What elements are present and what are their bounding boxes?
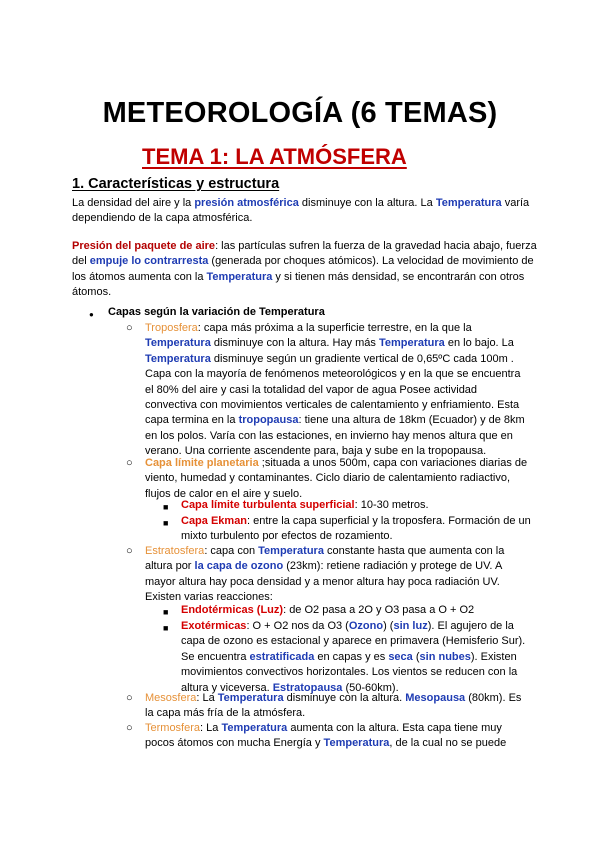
bullet-circle-icon: ○: [126, 692, 133, 704]
bullet-circle-icon: ○: [126, 545, 133, 557]
bullet-square-icon: ■: [163, 502, 169, 512]
bullet-circle-icon: ○: [126, 722, 133, 734]
list-item-mesosfera: Mesosfera: La Temperatura disminuye con la altura. Mesopausa (80km). Es la capa más fría de la atmósfera.: [145, 692, 522, 720]
sub-item-capa-turbulenta: Capa límite turbulenta superficial: 10-30 metros.: [181, 499, 429, 511]
list-item-termosfera: Termosfera: La Temperatura aumenta con la altura. Esta capa tiene muy pocos átomos con mucha Energía y Temperatura, de la cual no se puede: [145, 722, 507, 750]
bullet-disc-icon: ●: [89, 310, 94, 319]
sub-item-endotermicas: Endotérmicas (Luz): de O2 pasa a 2O y O3 pasa a O + O2: [181, 604, 475, 616]
topic-title: TEMA 1: LA ATMÓSFERA: [142, 144, 407, 169]
document-title: METEOROLOGÍA (6 TEMAS): [102, 97, 498, 129]
bullet-circle-icon: ○: [126, 457, 133, 469]
bullet-circle-icon: ○: [126, 322, 133, 334]
bullet-square-icon: ■: [163, 607, 169, 617]
section-heading: 1. Características y estructura: [72, 176, 280, 192]
sub-item-exotermicas: Exotérmicas: O + O2 nos da O3 (Ozono) (sin luz). El agujero de la capa de ozono es estacional y aparece en primavera (Hemisferio Sur). Se encuentra estratificada en capas y es seca (sin nubes). Existen movimientos convectivos horizontales. Los vientos se reducen con la altura y viceversa. Estratopausa (50-60km).: [181, 620, 526, 694]
sub-item-capa-ekman: Capa Ekman: entre la capa superficial y la troposfera. Formación de un mixto turbulento por efectos de rozamiento.: [181, 515, 531, 543]
paragraph-density: La densidad del aire y la presión atmosférica disminuye con la altura. La Temperatura varía dependiendo de la capa atmosférica.: [72, 197, 530, 225]
layers-heading: Capas según la variación de Temperatura: [108, 306, 325, 318]
bullet-square-icon: ■: [163, 518, 169, 528]
bullet-square-icon: ■: [163, 623, 169, 633]
list-item-estratosfera: Estratosfera: capa con Temperatura constante hasta que aumenta con la altura por la capa de ozono (23km): retiene radiación y protege de UV. A mayor altura hay poca densidad y a menor altura hay poca radiación UV. Existen varias reacciones:: [145, 545, 505, 604]
list-item-troposfera: Troposfera: capa más próxima a la superficie terrestre, en la que la Temperatura disminuye con la altura. Hay más Temperatura en lo bajo. La Temperatura disminuye según un gradiente vertical de 0,65ºC cada 100m . Capa con la mayoría de fenómenos meteorológicos y en la que se encuentra el 80% del aire y casi la totalidad del vapor de agua Posee actividad convectiva con movimientos verticales de calentamiento y enfriamiento. Esta capa termina en la tropopausa: tiene una altura de 18km (Ecuador) y de 8km en los polos. Varía con las estaciones, en invierno hay menos altura que en verano. Una corriente ascendente para, baja y sube en la tropopausa.: [145, 322, 525, 458]
paragraph-pressure: Presión del paquete de aire: las partículas sufren la fuerza de la gravedad hacia abajo, fuerza del empuje lo contrarresta (generada por choques atómicos). La velocidad de movimiento de los átomos aumenta con la Temperatura y si tienen más densidad, se encontrarán con otros átomos.: [72, 240, 537, 299]
list-item-capa-limite: Capa límite planetaria ;situada a unos 500m, capa con variaciones diarias de viento, humedad y contaminantes. Ciclo diario de calentamiento radiactivo, flujos de calor en el aire y suelo.: [145, 457, 528, 500]
